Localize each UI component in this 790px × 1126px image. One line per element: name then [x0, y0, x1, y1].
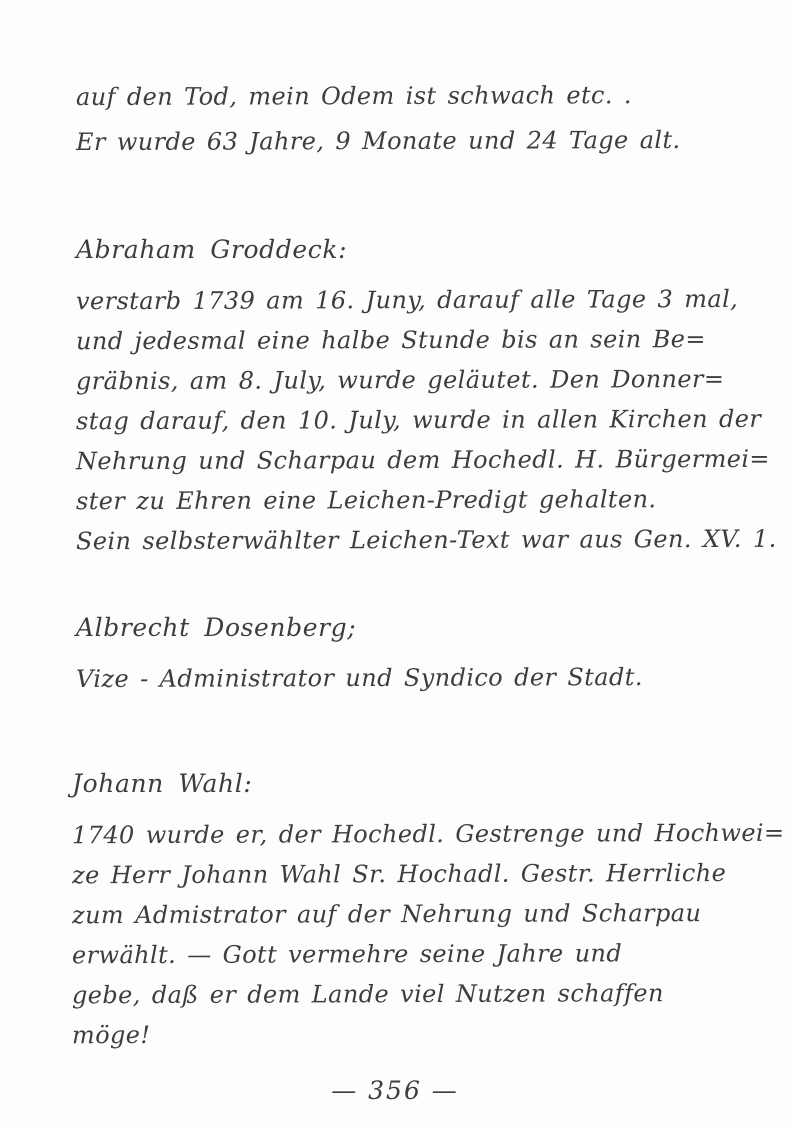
section-johann-wahl	[72, 764, 785, 1054]
intro-paragraph	[76, 74, 681, 164]
handwritten-line: Vize - Administrator und Syndico der Stadt.	[75, 663, 643, 693]
handwritten-line: gebe, daß er dem Lande viel Nutzen schaffen	[71, 979, 664, 1010]
handwritten-line: stag darauf, den 10. July, wurde in allen Kirchen der	[75, 404, 762, 436]
page-number: — 356 —	[331, 1076, 459, 1105]
handwritten-line: Nehrung und Scharpau dem Hochedl. H. Bürgermei=	[75, 444, 770, 476]
section-abraham-groddeck	[76, 230, 777, 560]
handwritten-line: auf den Tod, mein Odem ist schwach etc. .	[75, 81, 632, 112]
handwritten-line: zum Admistrator auf der Nehrung und Scharpau	[71, 899, 702, 930]
handwritten-line: und jedesmal eine halbe Stunde bis an sein Be=	[75, 325, 706, 356]
section-heading: Johann Wahl:	[72, 769, 253, 798]
section-heading: Abraham Groddeck:	[76, 235, 348, 264]
section-heading: Albrecht Dosenberg;	[76, 613, 357, 642]
handwritten-line: ster zu Ehren eine Leichen-Predigt gehalten.	[75, 485, 657, 516]
handwritten-line: gräbnis, am 8. July, wurde geläutet. Den Donner=	[75, 364, 725, 396]
handwritten-line: ze Herr Johann Wahl Sr. Hochadl. Gestr. Herrliche	[71, 858, 727, 890]
handwritten-line: verstarb 1739 am 16. Juny, darauf alle Tage 3 mal,	[75, 284, 739, 316]
handwritten-line: Er wurde 63 Jahre, 9 Monate und 24 Tage alt.	[75, 125, 681, 157]
handwritten-line: möge!	[71, 1020, 151, 1050]
section-albrecht-dosenberg	[76, 608, 643, 698]
handwritten-line: Sein selbsterwählter Leichen-Text war aus Gen. XV. 1.	[75, 524, 777, 556]
handwritten-line: erwählt. — Gott vermehre seine Jahre und	[71, 939, 623, 970]
handwritten-line: 1740 wurde er, der Hochedl. Gestrenge und Hochwei=	[71, 818, 785, 850]
